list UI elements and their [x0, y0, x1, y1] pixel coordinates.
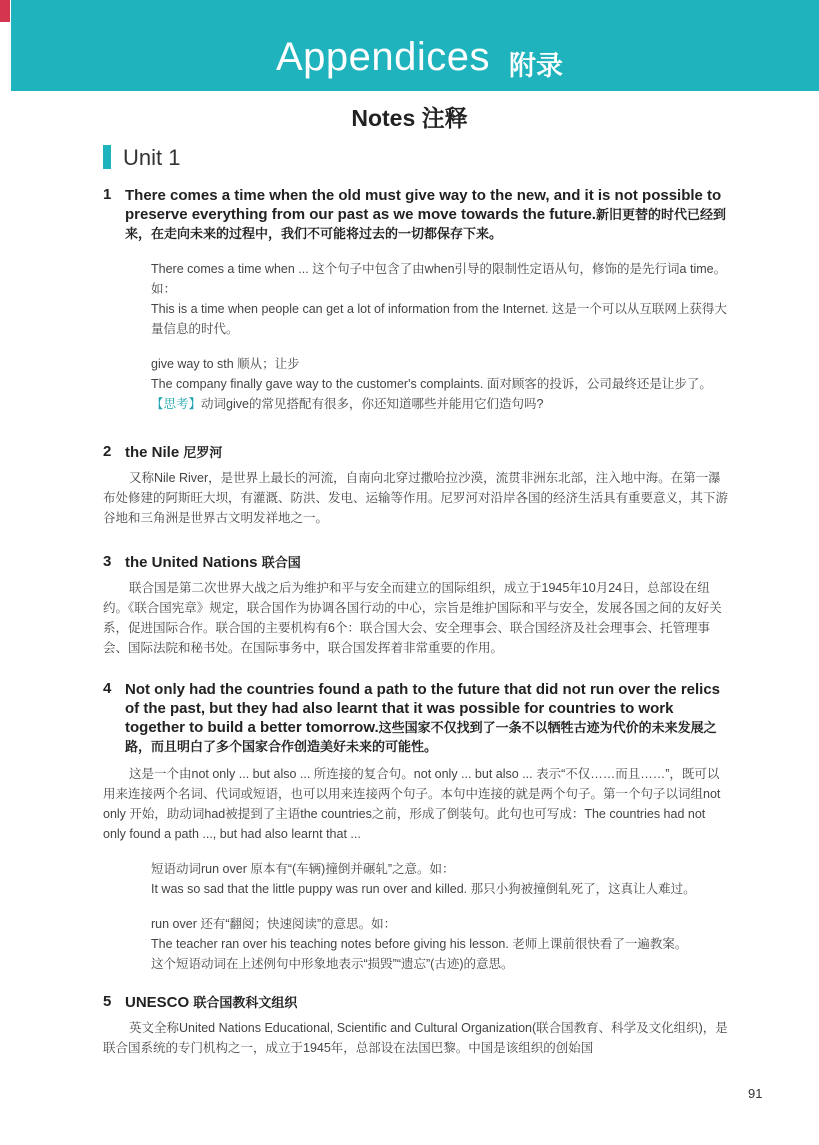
note-heading — [125, 993, 728, 1012]
note-paragraph: 英文全称United Nations Educational, Scientific and Cultural Organization(联合国教育、科学及文化组织)，是联合国系统的专门机构之一，成立于1945年，总部设在法国巴黎。中国是该组织的创始国 — [103, 1021, 728, 1055]
note-number: 3 — [103, 553, 112, 570]
note-paragraph: 又称Nile River，是世界上最长的河流，自南向北穿过撒哈拉沙漠，流贯非洲东北部，注入地中海。在第一瀑布处修建的阿斯旺大坝，有灌溉、防洪、发电、运输等作用。尼罗河对沿岸各国的经济生活具有重要意义，其下游谷地和三角洲是世界古文明发祥地之一。 — [103, 471, 729, 525]
note-paragraph: There comes a time when ... 这个句子中包含了由when引导的限制性定语从句，修饰的是先行词a time。如： — [151, 262, 727, 296]
note-heading-en: the Nile — [125, 444, 180, 461]
note-heading-en: Not only had the countries found a path to the future that did not run over the relics of the past, but they had also learnt that it was possible for countries to work together to build a better tomorrow. — [125, 681, 721, 736]
note-heading-zh: 新旧更替的时代已经到来，在走向未来的过程中，我们不可能将过去的一切都保存下来。 — [125, 207, 726, 241]
note-number: 1 — [103, 186, 112, 203]
note-paragraph: 这个短语动词在上述例句中形象地表示“损毁”“遗忘”(古迹)的意思。 — [151, 957, 514, 971]
note-paragraph: It was so sad that the little puppy was run over and killed. 那只小狗被撞倒轧死了，这真让人难过。 — [151, 882, 696, 896]
appendices-banner — [11, 0, 819, 91]
note-paragraph: The company finally gave way to the customer's complaints. 面对顾客的投诉，公司最终还是让步了。 — [151, 377, 712, 391]
note-heading-zh: 联合国教科文组织 — [193, 995, 298, 1010]
corner-tab — [0, 0, 10, 22]
note-heading-en: UNESCO — [125, 994, 190, 1011]
note-paragraph: The teacher ran over his teaching notes before giving his lesson. 老师上课前很快看了一遍教案。 — [151, 937, 688, 951]
note-number: 4 — [103, 680, 112, 697]
note-heading — [125, 443, 728, 462]
unit-label: Unit 1 — [123, 145, 181, 170]
note-body — [103, 468, 728, 528]
note-heading-zh: 这些国家不仅找到了一条不以牺牲古迹为代价的未来发展之路，而且明白了多个国家合作创造美好未来的可能性。 — [125, 720, 717, 754]
note-item-2 — [103, 443, 728, 528]
note-paragraph: 联合国是第二次世界大战之后为维护和平与安全而建立的国际组织，成立于1945年10月24日，总部设在纽约。《联合国宪章》规定，联合国作为协调各国行动的中心，宗旨是维护国际和平与安全，发展各国之间的友好关系，促进国际合作。联合国的主要机构有6个：联合国大会、安全理事会、联合国经济及社会理事会、托管理事会、国际法院和秘书处。在国际事务中，联合国发挥着非常重要的作用。 — [103, 581, 722, 655]
unit-heading — [103, 145, 180, 171]
note-paragraph: 短语动词run over 原本有“(车辆)撞倒并碾轧”之意。如： — [151, 862, 455, 876]
note-number: 5 — [103, 993, 112, 1010]
note-body — [103, 578, 728, 658]
note-heading-zh: 尼罗河 — [183, 445, 223, 460]
note-heading — [125, 186, 728, 243]
think-label: 【思考】 — [151, 397, 202, 411]
note-heading-zh: 联合国 — [261, 555, 301, 570]
note-item-3 — [103, 553, 728, 658]
banner-title-zh: 附录 — [509, 51, 563, 81]
note-body — [103, 764, 728, 974]
note-heading-en: the United Nations — [125, 554, 258, 571]
note-body — [103, 1018, 728, 1058]
banner-title-en: Appendices — [276, 35, 491, 79]
note-paragraph: run over 还有“翻阅；快速阅读”的意思。如： — [151, 917, 397, 931]
note-paragraph: give way to sth 顺从；让步 — [151, 357, 300, 371]
note-heading — [125, 553, 728, 572]
note-item-4 — [103, 680, 728, 974]
note-item-1 — [103, 186, 728, 414]
note-item-5 — [103, 993, 728, 1058]
note-heading — [125, 680, 728, 756]
think-text: 动词give的常见搭配有很多，你还知道哪些并能用它们造句吗? — [201, 397, 544, 411]
note-heading-en: There comes a time when the old must give way to the new, and it is not possible to preserve everything from our past as we move towards the future. — [125, 187, 722, 223]
note-body — [103, 259, 728, 414]
note-paragraph: This is a time when people can get a lot of information from the Internet. 这是一个可以从互联网上获得大量信息的时代。 — [151, 302, 727, 336]
unit-bar-marker — [103, 145, 111, 169]
page-number: 91 — [748, 1086, 763, 1101]
note-paragraph: 这是一个由not only ... but also ... 所连接的复合句。not only ... but also ... 表示“不仅……而且……”，既可以用来连接两个名词、代词或短语，也可以用来连接两个句子。本句中连接的就是两个句子。第一个句子以词组not only 开始，助动词had被提到了主语the countries之前，形成了倒装句。此句也可写成：The countries had not only found a path ..., but had also learnt that ... — [103, 767, 721, 841]
note-number: 2 — [103, 443, 112, 460]
notes-title: Notes 注释 — [351, 105, 468, 131]
think-question — [103, 394, 728, 414]
